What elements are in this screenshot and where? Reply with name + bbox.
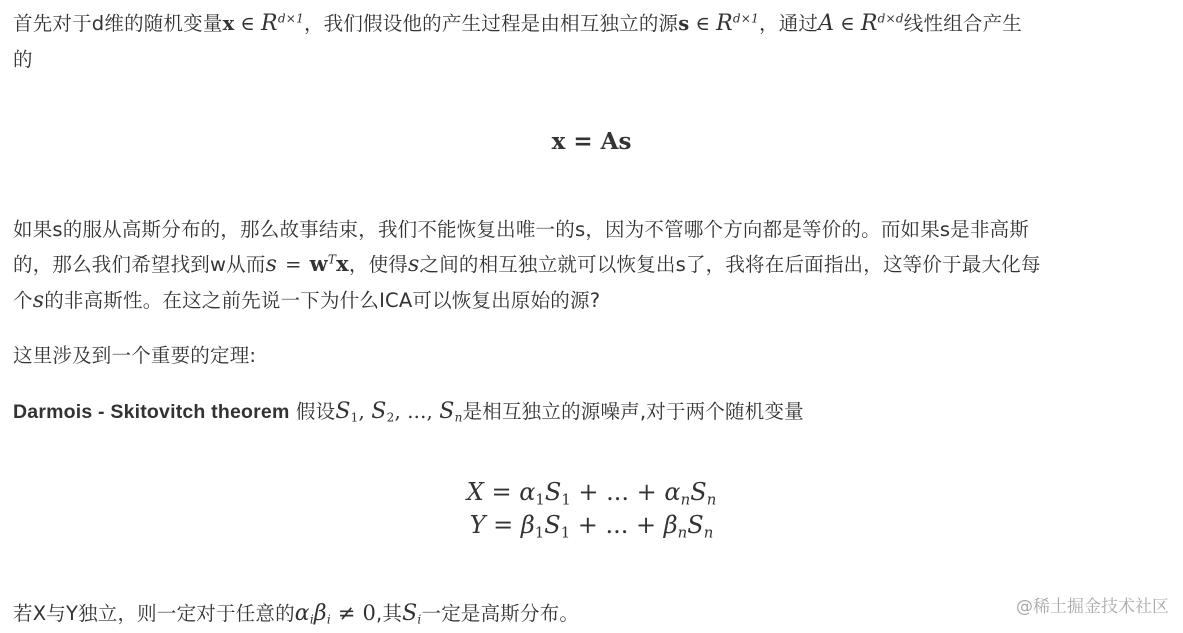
math-equals: = bbox=[285, 253, 302, 276]
paragraph-3 bbox=[13, 340, 256, 368]
equation-x-equals-As bbox=[0, 128, 1183, 155]
text: 若X与Y独立，则一定对于任意的 bbox=[13, 602, 295, 625]
equation-text: x = As bbox=[551, 128, 632, 155]
math-in: ∈ bbox=[240, 12, 256, 35]
math-Y: Y bbox=[469, 511, 486, 539]
math-sep: , bbox=[426, 400, 440, 423]
text: 之间的相互独立就可以恢复出s了，我将在后面指出，这等价于最大化每 bbox=[419, 253, 1041, 276]
math-sub: 2 bbox=[386, 410, 395, 425]
math-alpha: α bbox=[664, 478, 681, 506]
paragraph-5 bbox=[13, 598, 579, 627]
math-S: S bbox=[687, 511, 704, 539]
math-s: s bbox=[408, 252, 420, 277]
math-S: S bbox=[335, 399, 351, 424]
paragraph-2-line-1 bbox=[13, 214, 1029, 242]
equation-Y-line: $Y = \beta_1S_1$ + ... + $\beta_nS_n$ bbox=[469, 511, 714, 542]
math-dim: d×d bbox=[877, 11, 904, 26]
math-sub: 1 bbox=[350, 410, 359, 425]
text: 如果s的服从高斯分布的，那么故事结束，我们不能恢复出唯一的s，因为不管哪个方向都是等价的。而如果s是非高斯 bbox=[13, 218, 1030, 241]
text: 线性组合产生 bbox=[903, 12, 1022, 35]
math-sub: i bbox=[417, 612, 422, 627]
text: ，我们假设他的产生过程是由相互独立的源 bbox=[303, 12, 679, 35]
math-alpha: α bbox=[294, 601, 310, 626]
text: ，使得 bbox=[348, 253, 408, 276]
text: 的，那么我们希望找到w从而 bbox=[13, 253, 266, 276]
math-s: s bbox=[678, 12, 690, 35]
math-in: ∈ bbox=[695, 12, 711, 35]
text: 是相互独立的源噪声,对于两个随机变量 bbox=[462, 400, 804, 423]
paragraph-2-line-3 bbox=[13, 285, 600, 313]
paragraph-2-line-2 bbox=[13, 249, 1041, 277]
text: 一定是高斯分布。 bbox=[421, 602, 580, 625]
math-R: R bbox=[261, 11, 278, 36]
math-S: S bbox=[544, 478, 562, 506]
watermark bbox=[1016, 592, 1169, 617]
math-S: S bbox=[439, 399, 455, 424]
math-neq-zero: ≠ 0 bbox=[330, 601, 377, 625]
math-sep: , bbox=[358, 400, 372, 423]
math-alpha: α bbox=[519, 478, 536, 506]
text: 首先对于d维的随机变量 bbox=[13, 12, 223, 35]
math-dots: ... bbox=[407, 400, 427, 423]
math-beta: β bbox=[520, 511, 535, 539]
math-x: x bbox=[336, 251, 349, 276]
math-x: x bbox=[222, 12, 235, 35]
math-sub: i bbox=[326, 612, 331, 627]
math-plus-dots: + ... + bbox=[570, 478, 665, 506]
math-dim: d×1 bbox=[732, 11, 759, 26]
theorem-name: Darmois - Skitovitch theorem bbox=[13, 401, 290, 423]
math-sub: i bbox=[309, 612, 314, 627]
math-A: A bbox=[818, 11, 835, 36]
math-X: X bbox=[466, 478, 484, 506]
text: 这里涉及到一个重要的定理: bbox=[13, 344, 257, 367]
paragraph-1-line-2 bbox=[13, 44, 33, 72]
math-in: ∈ bbox=[840, 12, 855, 35]
math-sep: , bbox=[394, 400, 408, 423]
math-w: w bbox=[309, 251, 328, 276]
math-s: s bbox=[265, 252, 278, 277]
text: 假设 bbox=[289, 400, 336, 423]
text: ,其 bbox=[376, 602, 403, 625]
text: 的 bbox=[13, 48, 33, 71]
paragraph-4 bbox=[13, 396, 804, 425]
math-T: T bbox=[327, 252, 337, 267]
math-S: S bbox=[544, 511, 561, 539]
text: 个 bbox=[13, 289, 33, 312]
math-dim: d×1 bbox=[277, 11, 304, 26]
watermark-text: @稀土掘金技术社区 bbox=[1016, 597, 1169, 617]
math-S: S bbox=[371, 399, 387, 424]
text: 的非高斯性。在这之前先说一下为什么ICA可以恢复出原始的源? bbox=[44, 289, 601, 312]
math-s: s bbox=[32, 288, 45, 313]
math-R: R bbox=[716, 11, 733, 36]
equation-X-line: $X = \alpha_1S_1$ + ... + $\alpha_nS_n$ bbox=[466, 478, 717, 509]
math-S: S bbox=[690, 478, 707, 506]
math-beta: β bbox=[663, 511, 678, 539]
math-sub: n bbox=[454, 410, 463, 425]
text: ，通过 bbox=[759, 12, 819, 35]
math-beta: β bbox=[313, 601, 327, 626]
math-S: S bbox=[402, 601, 418, 626]
paragraph-1-line-1 bbox=[13, 8, 1022, 36]
math-plus-dots: + ... + bbox=[570, 511, 664, 539]
math-R: R bbox=[860, 11, 878, 36]
